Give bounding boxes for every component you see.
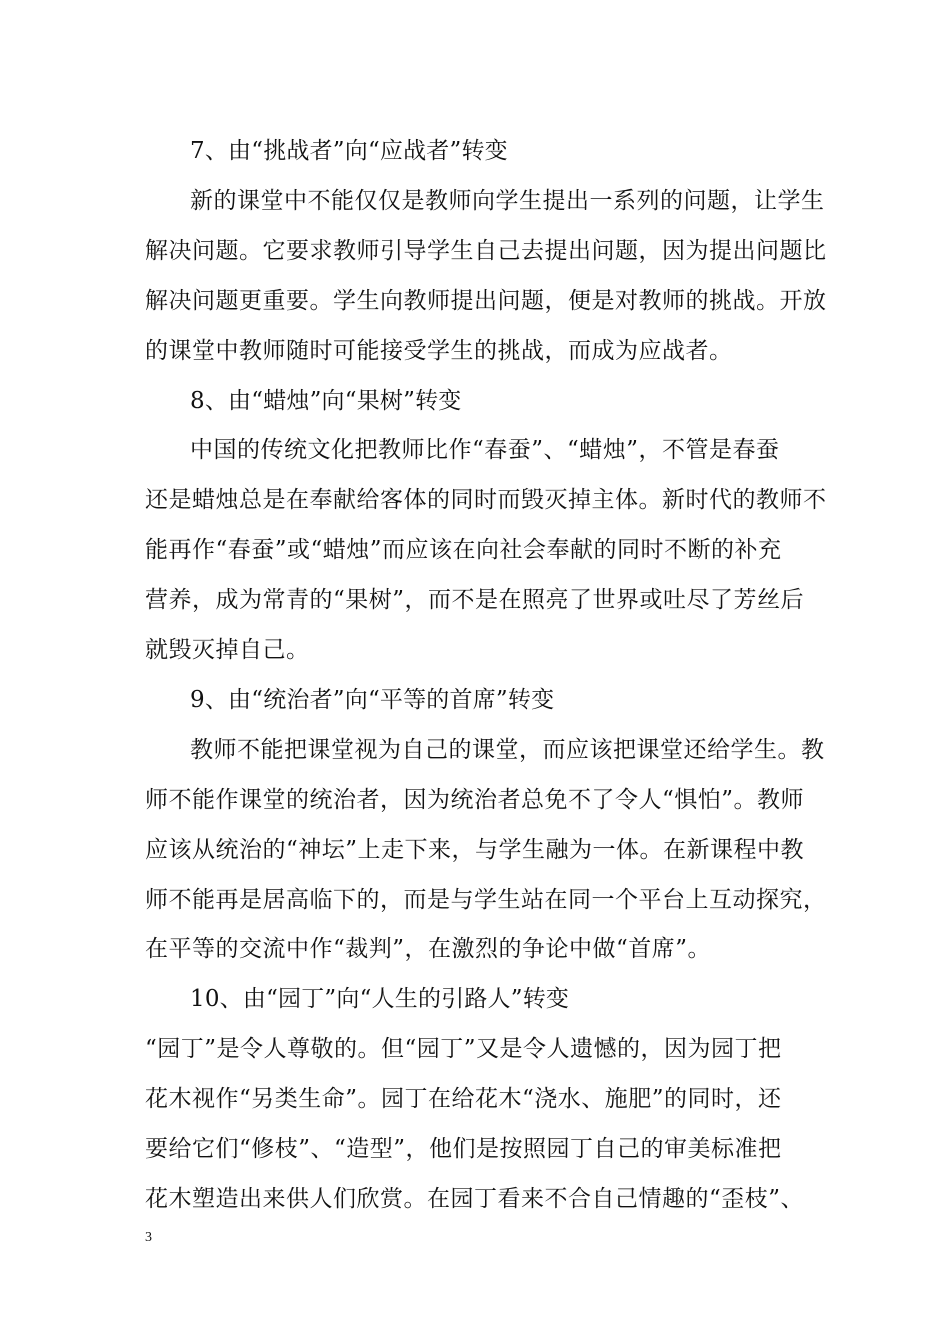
paragraph-line: 还是蜡烛总是在奉献给客体的同时而毁灭掉主体。新时代的教师不 bbox=[145, 487, 827, 513]
paragraph-line: “园丁”是令人尊敬的。但“园丁”又是令人遗憾的，因为园丁把 bbox=[145, 1036, 782, 1062]
paragraph-line: 要给它们“修枝”、“造型”，他们是按照园丁自己的审美标准把 bbox=[145, 1136, 782, 1162]
section-heading-10: 10、由“园丁”向“人生的引路人”转变 bbox=[190, 986, 570, 1012]
paragraph-line: 在平等的交流中作“裁判”，在激烈的争论中做“首席”。 bbox=[145, 936, 712, 962]
section-heading-8: 8、由“蜡烛”向“果树”转变 bbox=[190, 388, 462, 414]
paragraph-line: 的课堂中教师随时可能接受学生的挑战，而成为应战者。 bbox=[145, 338, 733, 364]
paragraph-line: 花木视作“另类生命”。园丁在给花木“浇水、施肥”的同时，还 bbox=[145, 1086, 782, 1112]
paragraph-line: 新的课堂中不能仅仅是教师向学生提出一系列的问题，让学生 bbox=[190, 188, 825, 214]
paragraph-line: 营养，成为常青的“果树”，而不是在照亮了世界或吐尽了芳丝后 bbox=[145, 587, 805, 613]
paragraph-line: 中国的传统文化把教师比作“春蚕”、“蜡烛”，不管是春蚕 bbox=[190, 437, 780, 463]
paragraph-line: 花木塑造出来供人们欣赏。在园丁看来不合自己情趣的“歪枝”、 bbox=[145, 1186, 805, 1212]
paragraph-line: 师不能再是居高临下的，而是与学生站在同一个平台上互动探究， bbox=[145, 887, 827, 913]
section-heading-9: 9、由“统治者”向“平等的首席”转变 bbox=[190, 687, 555, 713]
paragraph-line: 教师不能把课堂视为自己的课堂，而应该把课堂还给学生。教 bbox=[190, 737, 825, 763]
page-number: 3 bbox=[145, 1230, 152, 1245]
paragraph-line: 应该从统治的“神坛”上走下来，与学生融为一体。在新课程中教 bbox=[145, 837, 805, 863]
paragraph-line: 就毁灭掉自己。 bbox=[145, 637, 310, 663]
paragraph-line: 解决问题更重要。学生向教师提出问题，便是对教师的挑战。开放 bbox=[145, 288, 827, 314]
paragraph-line: 能再作“春蚕”或“蜡烛”而应该在向社会奉献的同时不断的补充 bbox=[145, 537, 782, 563]
section-heading-7: 7、由“挑战者”向“应战者”转变 bbox=[190, 138, 508, 164]
paragraph-line: 解决问题。它要求教师引导学生自己去提出问题，因为提出问题比 bbox=[145, 238, 827, 264]
paragraph-line: 师不能作课堂的统治者，因为统治者总免不了令人“惧怕”。教师 bbox=[145, 787, 805, 813]
